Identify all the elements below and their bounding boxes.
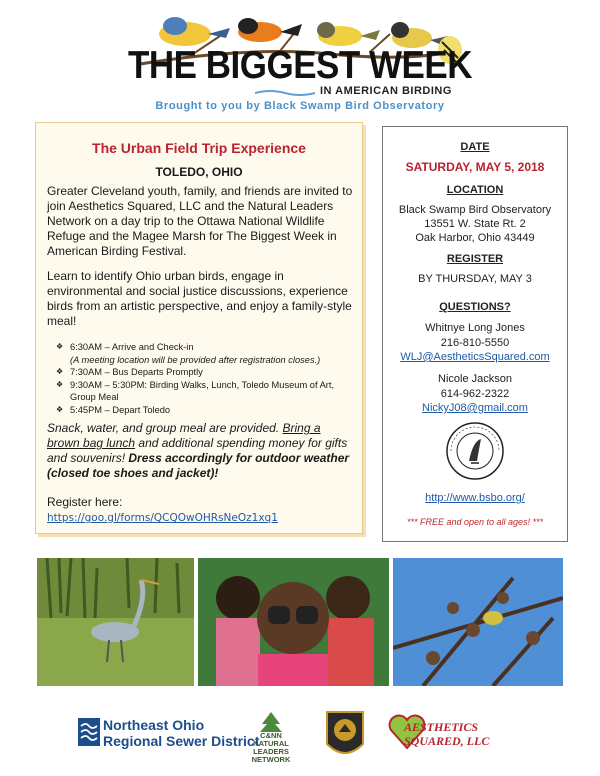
date-label: DATE	[460, 141, 490, 153]
register-deadline: BY THURSDAY, MAY 3	[418, 273, 532, 285]
neorsd-line: Regional Sewer District	[103, 733, 260, 749]
contact-name: Nicole Jackson	[438, 373, 512, 385]
schedule-note: (A meeting location will be provided after registration closes.)	[70, 354, 321, 365]
bird-in-tree-photo	[393, 558, 563, 686]
register-label: REGISTER	[446, 253, 504, 265]
logo-subtitle: IN AMERICAN BIRDING	[320, 85, 452, 97]
schedule-item	[56, 341, 356, 354]
natural-leaders-text	[246, 732, 296, 764]
dress-text: Dress accordingly for outdoor weather (closed toe shoes and jacket)!	[47, 451, 350, 480]
neorsd-logo	[103, 717, 259, 749]
neorsd-line: Northeast Ohio	[103, 717, 205, 733]
contact-email-link[interactable]: NickyJ08@gmail.com	[422, 402, 528, 414]
location-line: Black Swamp Bird Observatory	[398, 204, 552, 216]
wave-icon	[255, 89, 315, 97]
event-details-panel	[35, 122, 363, 534]
kids-binoculars-photo	[198, 558, 389, 686]
cnl-line: C&NN	[260, 731, 282, 740]
register-link[interactable]: https://goo.gl/forms/QCQOwOHRsNeOz1xq1	[47, 512, 278, 524]
cnl-line: LEADERS	[253, 747, 289, 756]
cnl-line: NETWORK	[251, 755, 291, 764]
logo-title: THE BIGGEST WEEK	[128, 44, 472, 87]
info-sidebar	[382, 126, 568, 542]
schedule-item-text: 9:30AM – 5:30PM: Birding Walks, Lunch, Toledo Museum of Art, Group Meal	[70, 379, 335, 402]
schedule-item-text: 7:30AM – Bus Departs Promptly	[70, 367, 203, 377]
contact-email-link[interactable]: WLJ@AestheticsSquared.com	[400, 351, 550, 363]
schedule-item-text: 6:30AM – Arrive and Check-in	[70, 342, 194, 352]
aes-line: SQUARED, LLC	[404, 734, 490, 748]
register-label: Register here:	[47, 495, 123, 509]
heron-photo	[37, 558, 194, 686]
schedule-list	[56, 341, 356, 416]
aes-line: AESTHETICS	[404, 720, 479, 734]
location-line: 13551 W. State Rt. 2	[424, 218, 526, 230]
provided-text: Snack, water, and group meal are provided.	[47, 421, 283, 435]
contact-phone: 614-962-2322	[440, 388, 510, 400]
schedule-item	[56, 366, 356, 379]
brought-by-text: Brought to you by Black Swamp Bird Observatory	[155, 100, 445, 112]
schedule-item-text: 5:45PM – Depart Toledo	[70, 404, 171, 415]
questions-label: QUESTIONS?	[439, 301, 511, 313]
bsbo-seal-logo	[445, 421, 505, 481]
schedule-item	[56, 379, 356, 404]
location-label: LOCATION	[446, 184, 504, 196]
bring-lunch-text: Bring a brown bag lunch	[47, 421, 321, 450]
event-intro: Greater Cleveland youth, family, and friends are invited to join Aesthetics Squared, LLC and the Natural Leaders Network on a day trip to the Ottawa National Wildlife Refuge and the Magee Marsh for The Biggest Week in American Birding Festival.	[47, 184, 353, 258]
website-link[interactable]: http://www.bsbo.org/	[425, 492, 525, 504]
event-title: The Urban Field Trip Experience	[92, 140, 306, 156]
contact-phone: 216-810-5550	[440, 337, 510, 349]
location-line: Oak Harbor, Ohio 43449	[415, 232, 535, 244]
contact-name: Whitnye Long Jones	[425, 322, 525, 334]
header-banner	[0, 0, 600, 118]
aesthetics-squared-logo	[404, 720, 514, 748]
cnl-line: NATURAL	[253, 739, 289, 748]
neorsd-logo-icon	[78, 718, 100, 746]
bring-rest-text: and additional spending money for gifts and souvenirs!	[47, 436, 348, 465]
ohio-division-of-wildlife-logo	[323, 708, 367, 764]
schedule-item	[56, 404, 356, 417]
sponsors-footer	[0, 700, 600, 776]
free-note: *** FREE and open to all ages! ***	[406, 517, 544, 527]
event-location: TOLEDO, OHIO	[155, 165, 243, 179]
event-details: Learn to identify Ohio urban birds, engage in environmental and social justice discussions, experience birds from an artistic perspective, and enjoy a family-style meal!	[47, 269, 352, 328]
date-value: SATURDAY, MAY 5, 2018	[405, 160, 545, 174]
provisions-text	[47, 421, 355, 481]
